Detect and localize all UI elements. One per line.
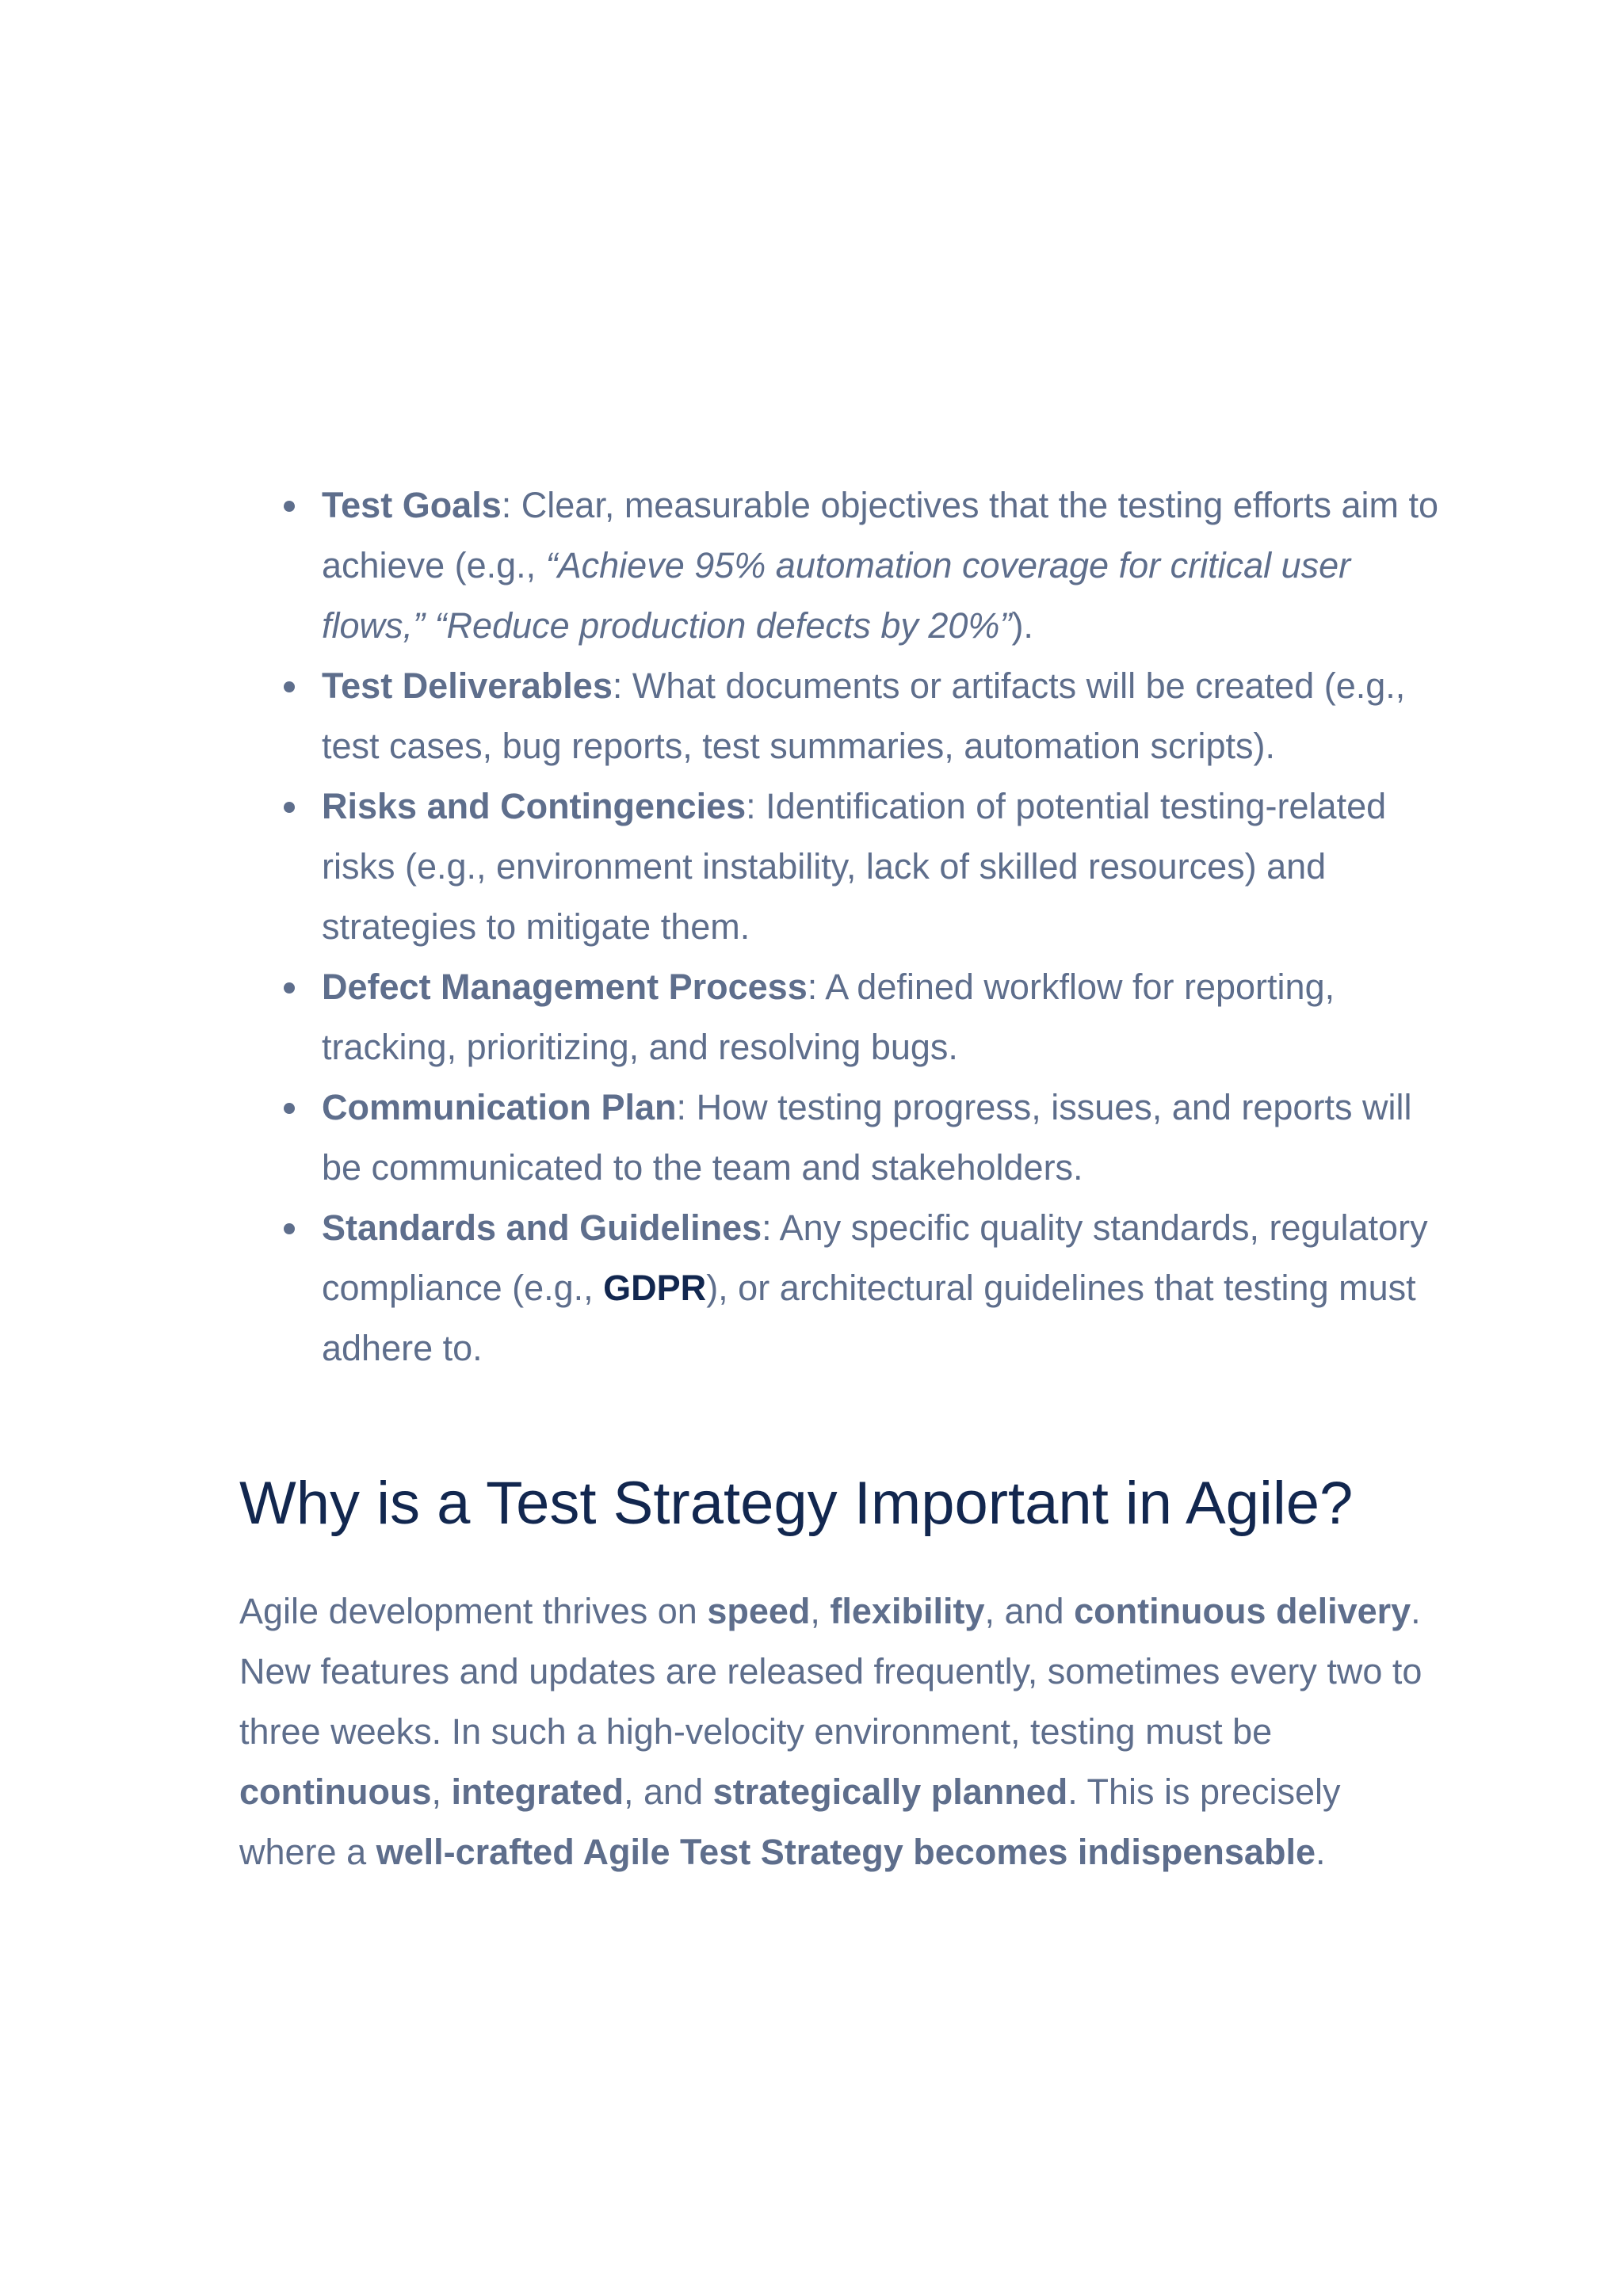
list-item-text: How testing progress, issues, and reports will be communicated to the team and stakeholders. bbox=[322, 1087, 1412, 1188]
emphasis: speed bbox=[707, 1591, 811, 1631]
list-item: Communication Plan: How testing progress, issues, and reports will be communicated to the team and stakeholders. bbox=[239, 1077, 1444, 1198]
list-item: Defect Management Process: A defined workflow for reporting, tracking, prioritizing, and resolving bugs. bbox=[239, 957, 1444, 1077]
emphasis: continuous bbox=[239, 1772, 432, 1812]
emphasis: continuous delivery bbox=[1074, 1591, 1411, 1631]
emphasis: integrated bbox=[451, 1772, 624, 1812]
list-item-term: Communication Plan bbox=[322, 1087, 677, 1127]
list-item-term: Test Goals bbox=[322, 485, 502, 525]
article-content bbox=[239, 475, 1444, 1882]
list-item: Standards and Guidelines: Any specific quality standards, regulatory compliance (e.g., GDPR), or architectural guidelines that testing must adhere to. bbox=[239, 1198, 1444, 1379]
bullet-icon bbox=[284, 1223, 295, 1234]
bullet-icon bbox=[284, 501, 295, 512]
list-item: Risks and Contingencies: Identification of potential testing-related risks (e.g., environment instability, lack of skilled resources) and strategies to mitigate them. bbox=[239, 776, 1444, 957]
list-item-text: Clear, measurable objectives that the testing efforts aim to achieve (e.g., bbox=[322, 485, 1439, 585]
bullet-icon bbox=[284, 982, 295, 994]
section-heading: Why is a Test Strategy Important in Agile? bbox=[239, 1470, 1354, 1537]
bullet-icon bbox=[284, 681, 295, 692]
list-item: Test Deliverables: What documents or artifacts will be created (e.g., test cases, bug reports, test summaries, automation scripts). bbox=[239, 656, 1444, 776]
list-item-term: Standards and Guidelines bbox=[322, 1207, 762, 1248]
list-item-text: A defined workflow for reporting, tracking, prioritizing, and resolving bugs. bbox=[322, 967, 1335, 1067]
list-item-term: Test Deliverables bbox=[322, 666, 613, 706]
bullet-icon bbox=[284, 1103, 295, 1114]
list-item-term: Risks and Contingencies bbox=[322, 786, 747, 826]
gdpr-highlight: GDPR bbox=[603, 1268, 707, 1308]
list-item-text: Identification of potential testing-related risks (e.g., environment instability, lack of skilled resources) and strategies to mitigate them. bbox=[322, 786, 1387, 947]
section-paragraph: Agile development thrives on speed, flexibility, and continuous delivery. New features and updates are released frequently, sometimes every two to three weeks. In such a high-velocity environment, testing must be continuous, integrated, and strategically planned. This is precisely where a well-crafted Agile Test Strategy becomes indispensable. bbox=[239, 1591, 1423, 1872]
list-item: Test Goals: Clear, measurable objectives that the testing efforts aim to achieve (e.g., “Achieve 95% automation coverage for critical user flows,” “Reduce production defects by 20%”). bbox=[239, 475, 1444, 656]
emphasis: strategically planned bbox=[712, 1772, 1068, 1812]
emphasis: well-crafted Agile Test Strategy becomes indispensable bbox=[376, 1832, 1316, 1872]
list-item-term: Defect Management Process bbox=[322, 967, 808, 1007]
list-item-example: “Achieve 95% automation coverage for critical user flows,” “Reduce production defects by 20%” bbox=[322, 545, 1351, 646]
bullet-icon bbox=[284, 802, 295, 813]
strategy-components-list bbox=[239, 475, 1444, 1379]
emphasis: flexibility bbox=[830, 1591, 985, 1631]
list-item-text: Any specific quality standards, regulatory compliance (e.g., bbox=[322, 1207, 1428, 1308]
list-item-text: What documents or artifacts will be created (e.g., test cases, bug reports, test summaries, automation scripts). bbox=[322, 666, 1406, 766]
